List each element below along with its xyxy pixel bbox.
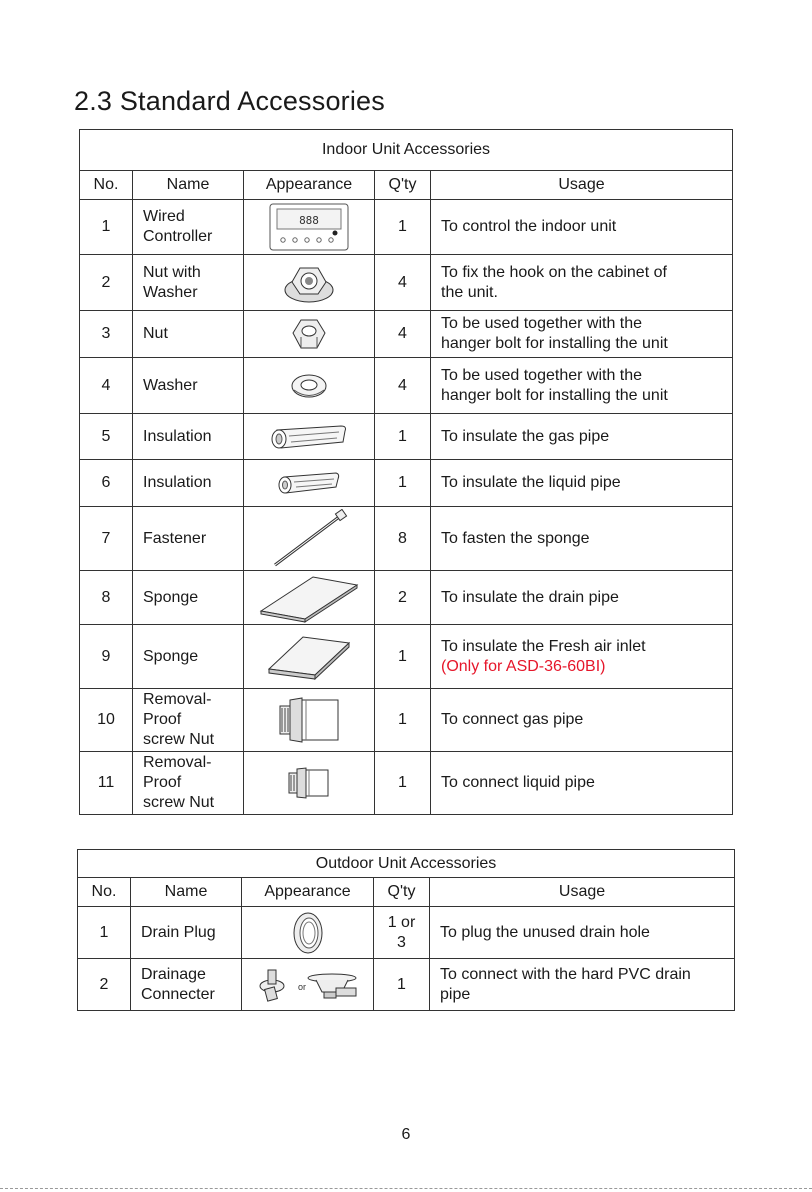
row-no: 1 (78, 907, 131, 959)
row-name: Nut (133, 311, 244, 358)
row-usage: To connect gas pipe (431, 689, 733, 752)
insulation-liquid-icon (276, 469, 342, 497)
row-qty: 1 (375, 460, 431, 507)
washer-icon (289, 371, 329, 401)
row-qty: 1 (375, 200, 431, 255)
nut-icon (289, 317, 329, 351)
row-usage: To be used together with the hanger bolt for installing the unit (431, 311, 733, 358)
bottom-rule (0, 1188, 812, 1189)
row-usage: To control the indoor unit (431, 200, 733, 255)
row-qty: 8 (375, 507, 431, 571)
table-row (80, 752, 733, 815)
row-name: Fastener (133, 507, 244, 571)
header-name: Name (133, 171, 244, 200)
row-qty: 4 (375, 255, 431, 311)
indoor-accessories-table (79, 129, 733, 815)
row-usage: To be used together with the hanger bolt for installing the unit (431, 358, 733, 414)
model-note: (Only for ASD-36-60BI) (441, 657, 606, 675)
row-name: Wired Controller (133, 200, 244, 255)
header-appearance: Appearance (244, 171, 375, 200)
row-usage: To insulate the gas pipe (431, 414, 733, 460)
row-no: 2 (78, 959, 131, 1011)
row-usage: To fasten the sponge (431, 507, 733, 571)
row-usage: To plug the unused drain hole (430, 907, 735, 959)
section-title: 2.3 Standard Accessories (74, 86, 385, 116)
row-no: 2 (80, 255, 133, 311)
row-qty: 1 (375, 414, 431, 460)
screw-nut-small-icon (286, 765, 332, 801)
row-no: 1 (80, 200, 133, 255)
header-usage: Usage (431, 171, 733, 200)
table-row (80, 255, 733, 311)
table-row (80, 311, 733, 358)
row-qty: 1 (375, 752, 431, 815)
row-name: Insulation (133, 414, 244, 460)
header-name: Name (131, 878, 242, 907)
row-no: 3 (80, 311, 133, 358)
row-usage: To connect liquid pipe (431, 752, 733, 815)
header-appearance: Appearance (242, 878, 374, 907)
row-qty: 4 (375, 358, 431, 414)
table-row (78, 907, 735, 959)
table-row (80, 358, 733, 414)
outdoor-accessories-table (77, 849, 735, 1011)
row-qty: 2 (375, 571, 431, 625)
svg-text:888: 888 (299, 214, 319, 227)
row-name: Washer (133, 358, 244, 414)
header-no: No. (78, 878, 131, 907)
table-row (80, 507, 733, 571)
row-usage: To insulate the drain pipe (431, 571, 733, 625)
table-row (80, 689, 733, 752)
row-no: 8 (80, 571, 133, 625)
indoor-table-caption: Indoor Unit Accessories (80, 130, 733, 171)
sponge-large-icon (259, 573, 359, 623)
header-usage: Usage (430, 878, 735, 907)
row-name: Sponge (133, 571, 244, 625)
row-usage: To insulate the Fresh air inlet (Only for ASD-36-60BI) (431, 625, 733, 689)
sponge-small-icon (267, 633, 351, 681)
row-no: 7 (80, 507, 133, 571)
row-qty: 1 or 3 (374, 907, 430, 959)
wired-controller-icon (269, 203, 349, 251)
table-row (78, 959, 735, 1011)
row-name: Drainage Connecter (131, 959, 242, 1011)
header-no: No. (80, 171, 133, 200)
page-number: 6 (401, 1126, 411, 1143)
nut-with-washer-icon (282, 260, 336, 306)
table-row (80, 200, 733, 255)
drainage-connecter-icon (256, 966, 360, 1004)
table-row (80, 571, 733, 625)
row-usage: To connect with the hard PVC drain pipe (430, 959, 735, 1011)
row-no: 5 (80, 414, 133, 460)
row-no: 11 (80, 752, 133, 815)
row-name: Nut with Washer (133, 255, 244, 311)
row-name: Removal- Proof screw Nut (133, 752, 244, 815)
row-name: Drain Plug (131, 907, 242, 959)
row-qty: 1 (375, 689, 431, 752)
table-row (80, 460, 733, 507)
fastener-icon (269, 509, 349, 569)
row-qty: 1 (375, 625, 431, 689)
header-qty: Q'ty (375, 171, 431, 200)
row-name: Removal- Proof screw Nut (133, 689, 244, 752)
table-row (80, 414, 733, 460)
screw-nut-large-icon (276, 696, 342, 744)
row-qty: 1 (374, 959, 430, 1011)
row-name: Sponge (133, 625, 244, 689)
or-label: or (297, 981, 306, 992)
row-no: 9 (80, 625, 133, 689)
row-no: 10 (80, 689, 133, 752)
row-name: Insulation (133, 460, 244, 507)
row-no: 4 (80, 358, 133, 414)
table-row (80, 625, 733, 689)
row-qty: 4 (375, 311, 431, 358)
outdoor-table-caption: Outdoor Unit Accessories (78, 850, 735, 878)
row-usage: To fix the hook on the cabinet of the unit. (431, 255, 733, 311)
header-qty: Q'ty (374, 878, 430, 907)
row-no: 6 (80, 460, 133, 507)
insulation-gas-icon (269, 422, 349, 452)
drain-plug-icon (288, 910, 328, 956)
row-usage: To insulate the liquid pipe (431, 460, 733, 507)
